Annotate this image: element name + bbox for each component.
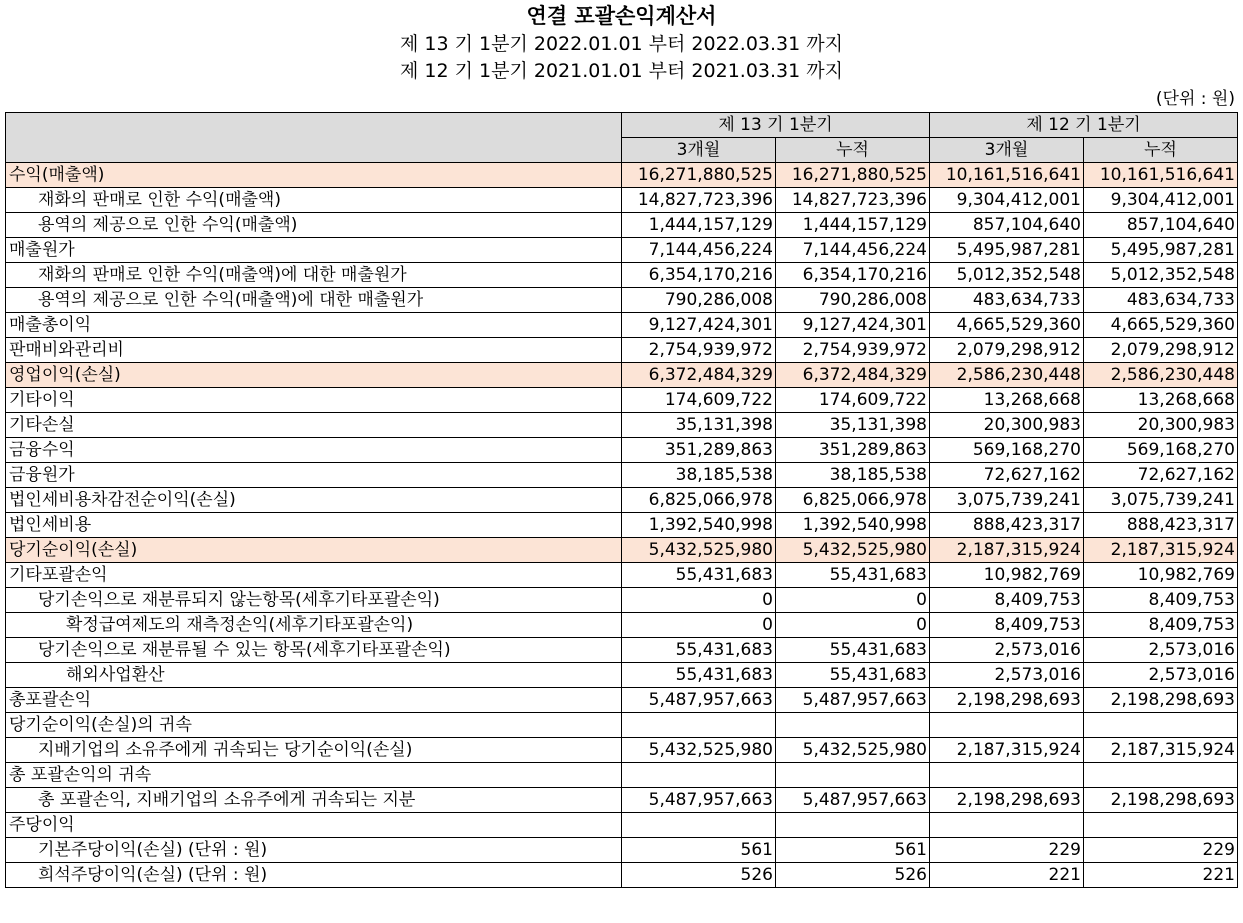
prior-three-months-value: 5,012,352,548	[930, 263, 1084, 288]
current-cumulative-value: 5,432,525,980	[776, 738, 930, 763]
table-row	[6, 188, 1238, 213]
current-three-months-value: 5,432,525,980	[622, 738, 776, 763]
current-three-months-value: 35,131,398	[622, 413, 776, 438]
current-three-months-value	[622, 713, 776, 738]
table-row	[6, 413, 1238, 438]
account-label: 기타포괄손익	[6, 563, 622, 588]
current-three-months-value: 2,754,939,972	[622, 338, 776, 363]
current-cumulative-value: 7,144,456,224	[776, 238, 930, 263]
prior-three-months-value: 2,573,016	[930, 638, 1084, 663]
table-row	[6, 713, 1238, 738]
current-three-months-value: 6,372,484,329	[622, 363, 776, 388]
current-cumulative-value: 6,372,484,329	[776, 363, 930, 388]
current-cumulative-value	[776, 713, 930, 738]
current-cumulative-value: 14,827,723,396	[776, 188, 930, 213]
table-row	[6, 738, 1238, 763]
table-row	[6, 613, 1238, 638]
account-label: 총 포괄손익, 지배기업의 소유주에게 귀속되는 지분	[6, 788, 622, 813]
prior-cumulative-value	[1084, 813, 1238, 838]
prior-three-months-value: 2,198,298,693	[930, 788, 1084, 813]
prior-cumulative-value: 2,198,298,693	[1084, 788, 1238, 813]
current-three-months-value: 38,185,538	[622, 463, 776, 488]
table-row	[6, 788, 1238, 813]
prior-cumulative-value: 2,573,016	[1084, 638, 1238, 663]
prior-cumulative-value	[1084, 713, 1238, 738]
prior-cumulative-value: 857,104,640	[1084, 213, 1238, 238]
prior-cumulative-value: 2,573,016	[1084, 663, 1238, 688]
prior-cumulative-value	[1084, 763, 1238, 788]
current-period-range: 제 13 기 1분기 2022.01.01 부터 2022.03.31 까지	[400, 33, 843, 55]
account-label: 희석주당이익(손실) (단위 : 원)	[6, 863, 622, 888]
table-row	[6, 213, 1238, 238]
current-cumulative-value: 5,487,957,663	[776, 788, 930, 813]
current-cumulative-value	[776, 763, 930, 788]
account-label: 기타이익	[6, 388, 622, 413]
current-cumulative-value: 174,609,722	[776, 388, 930, 413]
prior-three-months-value	[930, 763, 1084, 788]
table-row	[6, 288, 1238, 313]
current-cumulative-value: 16,271,880,525	[776, 163, 930, 188]
prior-cumulative-value: 221	[1084, 863, 1238, 888]
current-three-months-value: 1,392,540,998	[622, 513, 776, 538]
current-three-months-value: 9,127,424,301	[622, 313, 776, 338]
account-label: 지배기업의 소유주에게 귀속되는 당기순이익(손실)	[6, 738, 622, 763]
prior-cumulative-value: 2,198,298,693	[1084, 688, 1238, 713]
current-three-months-value: 55,431,683	[622, 663, 776, 688]
current-cumulative-value: 0	[776, 613, 930, 638]
current-cumulative-value	[776, 813, 930, 838]
header-prior-cumulative: 누적	[1084, 138, 1238, 163]
account-label: 수익(매출액)	[6, 163, 622, 188]
table-row	[6, 263, 1238, 288]
prior-cumulative-value: 8,409,753	[1084, 613, 1238, 638]
account-label: 당기손익으로 재분류될 수 있는 항목(세후기타포괄손익)	[6, 638, 622, 663]
table-row	[6, 588, 1238, 613]
prior-three-months-value: 2,586,230,448	[930, 363, 1084, 388]
unit-label: (단위 : 원)	[1155, 89, 1235, 109]
prior-three-months-value: 10,982,769	[930, 563, 1084, 588]
current-cumulative-value: 0	[776, 588, 930, 613]
current-three-months-value: 5,487,957,663	[622, 788, 776, 813]
current-three-months-value: 55,431,683	[622, 563, 776, 588]
current-three-months-value: 5,432,525,980	[622, 538, 776, 563]
table-row	[6, 363, 1238, 388]
table-row	[6, 488, 1238, 513]
prior-cumulative-value: 10,161,516,641	[1084, 163, 1238, 188]
prior-cumulative-value: 483,634,733	[1084, 288, 1238, 313]
current-three-months-value: 561	[622, 838, 776, 863]
current-three-months-value: 0	[622, 613, 776, 638]
prior-cumulative-value: 13,268,668	[1084, 388, 1238, 413]
account-label: 영업이익(손실)	[6, 363, 622, 388]
current-three-months-value: 6,354,170,216	[622, 263, 776, 288]
account-label: 법인세비용차감전순이익(손실)	[6, 488, 622, 513]
prior-three-months-value: 2,198,298,693	[930, 688, 1084, 713]
table-row	[6, 338, 1238, 363]
prior-cumulative-value: 5,495,987,281	[1084, 238, 1238, 263]
current-cumulative-value: 9,127,424,301	[776, 313, 930, 338]
account-label: 기타손실	[6, 413, 622, 438]
prior-cumulative-value: 72,627,162	[1084, 463, 1238, 488]
statement-title: 연결 포괄손익계산서	[526, 4, 717, 28]
current-three-months-value: 55,431,683	[622, 638, 776, 663]
prior-three-months-value: 72,627,162	[930, 463, 1084, 488]
current-three-months-value: 6,825,066,978	[622, 488, 776, 513]
table-row	[6, 863, 1238, 888]
prior-three-months-value: 4,665,529,360	[930, 313, 1084, 338]
header-current-cumulative: 누적	[776, 138, 930, 163]
account-label: 재화의 판매로 인한 수익(매출액)	[6, 188, 622, 213]
current-cumulative-value: 1,444,157,129	[776, 213, 930, 238]
account-label: 판매비와관리비	[6, 338, 622, 363]
table-row	[6, 663, 1238, 688]
account-label: 주당이익	[6, 813, 622, 838]
current-cumulative-value: 35,131,398	[776, 413, 930, 438]
prior-cumulative-value: 10,982,769	[1084, 563, 1238, 588]
prior-three-months-value: 8,409,753	[930, 588, 1084, 613]
table-row	[6, 563, 1238, 588]
prior-three-months-value: 483,634,733	[930, 288, 1084, 313]
current-cumulative-value: 561	[776, 838, 930, 863]
header-prior-three-months: 3개월	[930, 138, 1084, 163]
prior-cumulative-value: 229	[1084, 838, 1238, 863]
prior-cumulative-value: 5,012,352,548	[1084, 263, 1238, 288]
current-cumulative-value: 6,354,170,216	[776, 263, 930, 288]
prior-cumulative-value: 2,187,315,924	[1084, 738, 1238, 763]
prior-cumulative-value: 8,409,753	[1084, 588, 1238, 613]
prior-three-months-value: 9,304,412,001	[930, 188, 1084, 213]
prior-three-months-value: 3,075,739,241	[930, 488, 1084, 513]
prior-three-months-value: 2,187,315,924	[930, 738, 1084, 763]
current-cumulative-value: 5,487,957,663	[776, 688, 930, 713]
current-three-months-value: 14,827,723,396	[622, 188, 776, 213]
current-cumulative-value: 351,289,863	[776, 438, 930, 463]
prior-cumulative-value: 569,168,270	[1084, 438, 1238, 463]
prior-three-months-value: 221	[930, 863, 1084, 888]
prior-period-range: 제 12 기 1분기 2021.01.01 부터 2021.03.31 까지	[400, 60, 843, 82]
current-cumulative-value: 1,392,540,998	[776, 513, 930, 538]
table-row	[6, 163, 1238, 188]
current-cumulative-value: 526	[776, 863, 930, 888]
current-cumulative-value: 5,432,525,980	[776, 538, 930, 563]
prior-three-months-value: 10,161,516,641	[930, 163, 1084, 188]
current-three-months-value: 5,487,957,663	[622, 688, 776, 713]
current-three-months-value: 7,144,456,224	[622, 238, 776, 263]
header-current-period: 제 13 기 1분기	[622, 113, 930, 138]
table-row	[6, 388, 1238, 413]
current-cumulative-value: 38,185,538	[776, 463, 930, 488]
current-cumulative-value: 55,431,683	[776, 663, 930, 688]
prior-three-months-value: 5,495,987,281	[930, 238, 1084, 263]
table-row	[6, 538, 1238, 563]
prior-three-months-value: 2,573,016	[930, 663, 1084, 688]
current-cumulative-value: 6,825,066,978	[776, 488, 930, 513]
table-row	[6, 238, 1238, 263]
prior-three-months-value: 2,187,315,924	[930, 538, 1084, 563]
current-three-months-value: 790,286,008	[622, 288, 776, 313]
header-prior-period: 제 12 기 1분기	[930, 113, 1238, 138]
account-label: 재화의 판매로 인한 수익(매출액)에 대한 매출원가	[6, 263, 622, 288]
account-label: 해외사업환산	[6, 663, 622, 688]
prior-cumulative-value: 9,304,412,001	[1084, 188, 1238, 213]
prior-three-months-value	[930, 813, 1084, 838]
current-three-months-value: 16,271,880,525	[622, 163, 776, 188]
prior-three-months-value: 20,300,983	[930, 413, 1084, 438]
prior-three-months-value: 8,409,753	[930, 613, 1084, 638]
prior-three-months-value: 569,168,270	[930, 438, 1084, 463]
current-three-months-value	[622, 763, 776, 788]
account-label: 금융수익	[6, 438, 622, 463]
account-label: 당기순이익(손실)의 귀속	[6, 713, 622, 738]
account-label: 당기순이익(손실)	[6, 538, 622, 563]
current-three-months-value: 1,444,157,129	[622, 213, 776, 238]
table-row	[6, 638, 1238, 663]
account-label: 확정급여제도의 재측정손익(세후기타포괄손익)	[6, 613, 622, 638]
table-row	[6, 463, 1238, 488]
table-body	[6, 163, 1238, 888]
prior-cumulative-value: 3,075,739,241	[1084, 488, 1238, 513]
current-three-months-value: 0	[622, 588, 776, 613]
table-row	[6, 813, 1238, 838]
account-label: 매출총이익	[6, 313, 622, 338]
prior-three-months-value	[930, 713, 1084, 738]
current-cumulative-value: 2,754,939,972	[776, 338, 930, 363]
prior-cumulative-value: 888,423,317	[1084, 513, 1238, 538]
prior-cumulative-value: 20,300,983	[1084, 413, 1238, 438]
account-label: 매출원가	[6, 238, 622, 263]
prior-cumulative-value: 4,665,529,360	[1084, 313, 1238, 338]
account-label: 법인세비용	[6, 513, 622, 538]
income-statement-table	[5, 112, 1238, 888]
table-row	[6, 763, 1238, 788]
current-cumulative-value: 790,286,008	[776, 288, 930, 313]
account-label: 총포괄손익	[6, 688, 622, 713]
current-three-months-value	[622, 813, 776, 838]
table-row	[6, 838, 1238, 863]
header-current-three-months: 3개월	[622, 138, 776, 163]
current-three-months-value: 526	[622, 863, 776, 888]
prior-three-months-value: 857,104,640	[930, 213, 1084, 238]
account-label: 당기손익으로 재분류되지 않는항목(세후기타포괄손익)	[6, 588, 622, 613]
header-account-blank	[6, 113, 622, 163]
prior-three-months-value: 888,423,317	[930, 513, 1084, 538]
account-label: 총 포괄손익의 귀속	[6, 763, 622, 788]
prior-three-months-value: 13,268,668	[930, 388, 1084, 413]
prior-three-months-value: 2,079,298,912	[930, 338, 1084, 363]
current-cumulative-value: 55,431,683	[776, 563, 930, 588]
prior-cumulative-value: 2,079,298,912	[1084, 338, 1238, 363]
table-row	[6, 688, 1238, 713]
account-label: 금융원가	[6, 463, 622, 488]
header-row-periods	[6, 113, 1238, 138]
prior-cumulative-value: 2,586,230,448	[1084, 363, 1238, 388]
account-label: 용역의 제공으로 인한 수익(매출액)에 대한 매출원가	[6, 288, 622, 313]
account-label: 기본주당이익(손실) (단위 : 원)	[6, 838, 622, 863]
current-three-months-value: 351,289,863	[622, 438, 776, 463]
prior-three-months-value: 229	[930, 838, 1084, 863]
table-row	[6, 513, 1238, 538]
prior-cumulative-value: 2,187,315,924	[1084, 538, 1238, 563]
table-row	[6, 438, 1238, 463]
account-label: 용역의 제공으로 인한 수익(매출액)	[6, 213, 622, 238]
current-three-months-value: 174,609,722	[622, 388, 776, 413]
current-cumulative-value: 55,431,683	[776, 638, 930, 663]
table-row	[6, 313, 1238, 338]
